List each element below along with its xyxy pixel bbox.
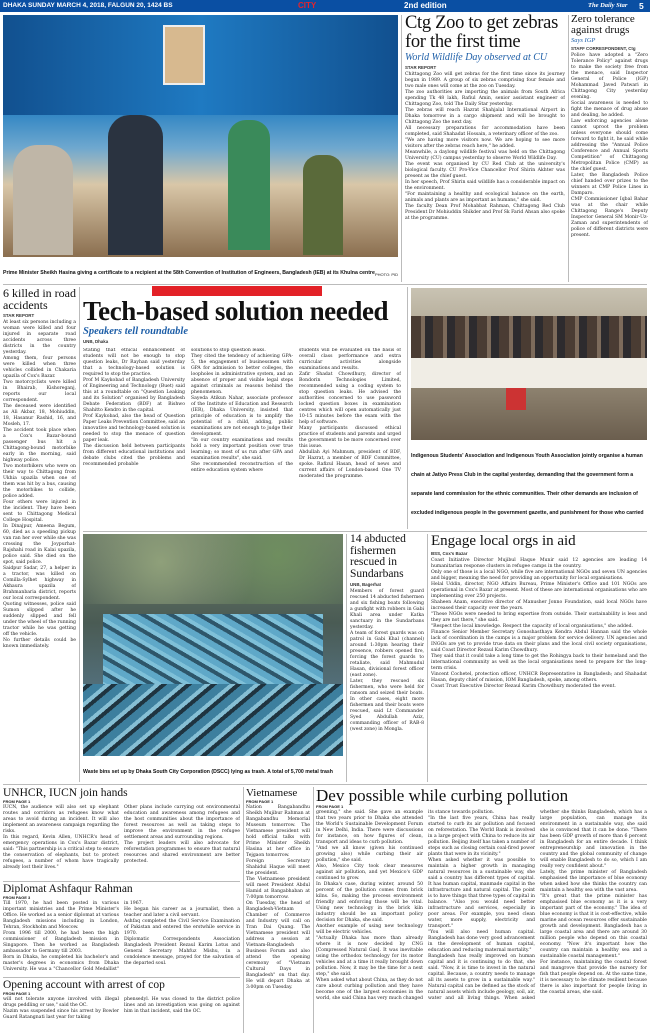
- opening-body-2: phensedyl. He was closed to the district police lines and an investigation was going on against him in that incident, said the OC.: [124, 997, 240, 1014]
- zebra-byline: STAR REPORT: [405, 65, 437, 70]
- diplomat-headline: Diplomat Ashfaqur Rahman: [3, 883, 133, 895]
- photo1-credit: PHOTO: PID: [374, 272, 398, 277]
- hasina-photo: [3, 15, 398, 257]
- zerotol-body: Police have adopted a "Zero Tolerance Policy" against drugs to make the society free from the menace, said Inspector General of Police (IGP) Mohammad Javed Patwari in Chittagong City yesterday evening. Social awareness is needed to fight the menace of drug abuse and dealing, he added. Law enforcing agencies alone cannot uproot the problem unless everyone should come forward to fight it, he said while addressing the "Annual Police Conference and Annual Sports Competition" of Chittagong Metropolitan Police (CMP) as the chief guest. Later, the Bangladesh Police chief handed over prizes to the winners at CMP Police Lines in Damparo. CMP Commissioner Iqbal Bahar was at the chair while Chittagong Range's Deputy Inspector General SM Monir-Uz-Zaman and superintendents of police of different districts were present.: [571, 53, 648, 238]
- waste-bins-photo: [83, 534, 343, 756]
- engage-headline: Engage local orgs in aid: [431, 534, 576, 549]
- diplomat-kicker: FROM PAGE 3: [3, 895, 31, 900]
- masthead-date: DHAKA SUNDAY MARCH 4, 2018, FALGUN 20, 1424 BS: [3, 2, 173, 9]
- page-number: 5: [639, 0, 644, 11]
- zerotol-headline: Zero tolerance against drugs: [571, 14, 635, 36]
- portrait-frame: [163, 25, 205, 85]
- zerotol-subhead: Says IGP: [571, 37, 596, 44]
- zebra-body: Chittagong Zoo will get zebras for the first time since its journey began in 1989. A group of six zebras comprising four female and two male ones will come at the zoo on Tuesday. The zoo authorities are importing the animals from South Africa spending Tk 48 lakh, Rafiul Amin, senior assistant engineer of Chittagong Zoo, told The Daily Star yesterday. The zebras will reach Hazrat Shahjalal International Airport in Dhaka tomorrow in a cargo shipment and will be brought to Chittagong Zoo the next day. All necessary preparations for accommodation have been completed, said Shahadat Hossain, a veterinary officer of the zoo. "We are having more visitors now. We are hoping to see more visitors after the zebras reach here," he added. Meanwhile, a daylong wildlife festival was held on the Chittagong University (CU) campus yesterday to observe World Wildlife Day. The event was organised by CU Red Club at the university's biological faculty. CU Pro-Vice Chancellor Prof Shirin Akhter was present as the chief guest. In her speech, Prof Shirin said wildlife has a considerable impact on the environment. "For maintaining a healthy and ecological balance on the earth, animals and plants are as important as humans," she said. The faculty Dean Prof Mohabbat Rahman, Chittagong Red Club President Dr Mohiuddin Shikder and Prof Sk Farid Ahsan also spoke at the programme.: [405, 72, 565, 221]
- trees: [83, 534, 343, 604]
- engage-byline: BSS, Cox's Bazar: [431, 551, 468, 556]
- killed-byline: STAR REPORT: [3, 313, 35, 318]
- vietnamese-kicker: FROM PAGE 1: [246, 799, 274, 804]
- zebra-headline: Ctg Zoo to get zebras for the first time: [405, 14, 558, 52]
- bins-pile-2: [83, 684, 343, 756]
- figure-recipient: [108, 115, 163, 255]
- zerotol-byline: STAFF CORRESPONDENT, Ctg: [571, 46, 636, 51]
- opening-headline: Opening account with arrest of cop: [3, 979, 165, 991]
- photo2-caption: Indigenous Students' Association and Indigenous Youth Association jointly organise a human chain at Jatiyo Press Club in the capital yesterday, demanding that the government form a separate land commission for the ethnic communities. Their other demands are inclusion of excluded indigenous people in the government gazette, and punishment for those who carried: [411, 453, 644, 516]
- fishermen-body: Members of forest guard rescued 14 abducted fishermen and six fishing boats following a gunfight with robbers in Gabi Khali area under Katka sanctuary in the Sundarbans yesterday. A team of forest guards was on patrol in Gabi Khal (channel) around 1:30pm hearing their presence, robbers opened fire, forcing the forest guards to retaliate, said Mahmudul Hasan, divisional forest officer (east zone). Later, they rescued six fishermen, who were held for ransom and seized their boats. In other cases, eight more fishermen and their boats were rescued, said Lt Commander Syed Abdullah Aziz, commanding officer of RAB-8 (west zone) in Mongla.: [350, 589, 424, 732]
- killed-headline: 6 killed in road accidents: [3, 287, 76, 312]
- photo3-caption: Waste bins set up by Dhaka South City Corporation (DSCC) lying as trash. A total of 5,700 metal trash: [83, 769, 333, 775]
- question-leak-banner: [152, 286, 322, 296]
- vietnamese-body: Nation Bangabandhu Sheikh Mujibur Rahman at Bangabandhu Memorial Museum tomorrow. The Vietnamese president will hold official talks with Prime Minister Sheikh Hasina at her office in Tejgaon tomorrow. Foreign Secretary Shahidul Haque will meet the president. The Vietnamese president will meet President Abdul Hamid at Bangabhaban at 7:00pm tomorrow. On Tuesday, the head of Bangladesh-Vietnam Chamber of Commerce and Industry will call on Tran Dai Quang. The Vietnamese president will address a session at Vietnam-Bangladesh Business Forum and also attend the opening ceremony of "Vietnam Cultural Days in Bangladesh" on that day. He will depart Dhaka at 3:00pm on Tuesday.: [246, 805, 310, 990]
- tech-story: [83, 298, 403, 528]
- section-name: CITY: [298, 1, 317, 10]
- unhcr-headline: UNHCR, IUCN join hands: [3, 787, 128, 799]
- fishermen-headline: 14 abducted fishermen rescued in Sundarbans: [350, 534, 406, 580]
- dev-kicker: FROM PAGE 1: [316, 804, 344, 809]
- vietnamese-story: [246, 787, 310, 1033]
- diplomat-body: Till 1970, he had been posted in various important ministries and the Prime Minister's Office. He worked as a senior diplomat at various Bangladesh missions including in London, Tehran, Stockholm and Moscow. From 1996 till 2000, he had been the high commissioner of Bangladesh mission in Singapore. Then he worked as Bangladesh ambassador to Germany till 2003. Born in Dhaka, he completed his bachelor's and master's degrees in economics from Dhaka University. He was a "Chancellor Gold Medallist" in 1967. He began his career as a journalist, then a teacher and later a civil servant. Ashfaq completed the Civil Service Examination of Pakistan and entered the erstwhile service in 1970. Diplomatic Correspondents Association Bangladesh President Rezaul Karim Lotus and General Secretary Mahfuz Mishu, in a condolence message, prayed for the salvation of the departed soul.: [3, 901, 240, 972]
- tech-col1: Stating that ethical enhancement of students will not be enough to stop question leaks, Dr Rayhan said yesterday that a technology-based solution is required to stop the practice. Prof M Kaykobad of Bangladesh University of Engineering and Technology (Buet) said this at a roundtable on "Question Leaking and its Solution" organised by Bangladesh Debate Federation (BDF) at Bishwo Shahitto Kendro in the capital. Prof Kaykobad, also the head of Question Paper Leaks Prevention Committee, said an innovative and technology-based solution is needed to stop the menace of question paper leak. The discussion held between participants from different educational institutions and debate clubs cited the problems and recommended probable: [83, 348, 185, 467]
- zebra-story: [405, 14, 565, 282]
- fishermen-byline: UNB, Bagerhat: [350, 582, 381, 587]
- edition: 2nd edition: [404, 1, 447, 10]
- zebra-subhead: World Wildlife Day observed at CU: [405, 52, 548, 63]
- zero-tolerance-story: [571, 14, 648, 282]
- diplomat-story: [3, 883, 240, 976]
- figure-guard: [303, 155, 343, 255]
- figure-guest: [13, 145, 73, 255]
- red-placard: [506, 388, 526, 410]
- paper-logo: The Daily Star: [588, 1, 628, 9]
- killed-body: At least six persons including a woman were killed and four injured in separate road accidents across three districts in the country yesterday. Among them, four persons were killed when three vehicles collided in Chakaria upazila of Cox's Bazar. Two motorcyclists were killed in Bhairab, Kishoreganj, reports our local correspondent. The deceased were identified as Ali Akbar, 18, Mohiuddin, 18, Hasanur Rashid, 16, and Mosleh, 17. The accident took place when a Cox's Bazar-bound passenger bus hit a Chittagong-bound motorbike early in the morning, said highway police. Two motorbikers who were on their way to Chittagong from Ukhia upazila when one of them was hit by a bus, causing the motorbikes to collide, police added. Four others were injured in the incident. They have been sent to Chittagong Medical College Hospital. In Dinajpur, Ameena Begum, 60, died as a speeding pickup van ran her over while she was crossing the Joypurhat-Rajshahi road in Kalai upazila, police said. She died on the spot, said police. Saidpur Sadar, 27, a helper in a tractor, was killed on Comilla-Sylhet highway in Akhaura upazila of Brahmanbaria district, reports our local correspondent. Quoting witnesses, police said Sumon slipped after he suddenly slipped and fell under the wheel of the running tractor while he was getting off the vehicle. No further details could be known immediately.: [3, 320, 76, 649]
- masthead: [0, 0, 650, 12]
- human-chain-photo: [411, 288, 647, 440]
- opening-story: [3, 979, 240, 1033]
- tech-subhead: Speakers tell roundtable: [83, 326, 189, 337]
- unhcr-kicker: FROM PAGE 1: [3, 799, 31, 804]
- figure-pm: [228, 120, 270, 250]
- engage-story: [431, 534, 647, 782]
- tech-col2: solutions to stop question leaks. They cited the tendency of achieving GPA-5, the engagement of businessmen with GPA for admission to better colleges, the loopholes in administrative system, and an absence of proper and visible legal steps against criminals as reasons behind the phenomenon. Sayeda Atikun Nahar, associate professor of the Institute of Education and Research (IER), Dhaka University, insisted that principle of education is to amplify the potential of a child, adding, public examinations are not enough to judge their development. "In our country examinations and results hold a very important position over true learning; so most of us run after GPA and examination results", she said. She recommended reconstruction of the entire education system where: [191, 348, 293, 473]
- tech-col3: students will be evaluated on the basis of overall class performance and extra curricular activities alongside examinations and results. Zafir Shadat Chowdhury, director of Bondorin Technologies Limited, recommended using a coding system to stop question leaks. He advised the authorities concerned to use password locked question boxes in examination centres which will open automatically just 10-15 minutes before the exam with the help of software. Many participants discussed ethical practice of students and parents and urged the government to be more concerned over this issue. Abdullah Ayi Mahmum, president of BDF, Dr Hazrat, a member of BDF Committee, spoke. Rafizul Hasan, head of news and current affairs of London-based One TV moderated the programme.: [299, 348, 401, 479]
- crowd: [411, 316, 647, 358]
- tech-byline: UNB, Dhaka: [83, 339, 109, 344]
- dev-headline: Dev possible while curbing pollution: [316, 787, 569, 805]
- tech-headline: Tech-based solution needed: [83, 298, 389, 326]
- engage-body: Coast Initiative Director Mujibul Haque Munir said 12 agencies are leading 14 humanitarian response clusters in refugee camps in the country. Only one of those is a local NGO, while five are international NGOs and seven UN agencies and bigger, meaning the need for providing an opportunity for local organisations. Helal Uddin, director, NGO Affairs Bureau, Prime Minister's Office and 101 NGOs are operational in Cox's Bazar at present. Most of these are international organisations who are implementing over 250 projects. Shaheen Anam, executive director of Manusher Jonno Foundation, said local NGOs have increased their capacity over the years. "These NGOs were needed to bring expertise from outside. Their sustainability is less and they are not there," she said. "Respect the local knowledge. Respect the capacity of local organisations," she added. Finance Senior Member Secretary Gonoshasthaya Kendra Abdul Hannan said the whole lack of coordination in the camps is a major problem for service delivery. UN agencies and INGOs are yet to provide true data on their plans and the local civil society organisations, said Coast Director Rezaul Karim Chowdhury. They said that it could take a long time to get the Rohingya back to their homeland and the international community as well as the local organisations need to prepare for the long-term crisis. Vincent Cochetel, protection officer, UNHCR Representative in Bangladesh; and Shahadat Hasan, deputy chief of mission, IOM Bangladesh, spoke, among others. Coast Trust Executive Director Rezaul Karim Chowdhury moderated the event.: [431, 558, 647, 689]
- unhcr-body: IUCN, the audience will also set up elephant routes and corridors as refugees know what areas to avoid during an incident. It will also implement an awareness campaign regarding the risks. In this regard, Kevin Allen, UNHCR's head of emergency operations in Cox's Bazar district, said: "This partnership is a critical step to ensure the conservation of elephants, but to protect refugees, a number of whom have tragically already lost their lives." Other plans include carrying out environmental education and awareness among refugees and the host communities about the importance of forest resources as well as taking steps to improve the environment in the refugee settlement areas and surrounding regions. The project leaders will also advocate for reforestation programmes to ensure that natural resources and shared environment are better protected.: [3, 805, 240, 870]
- opening-body: will not tolerate anyone involved with illegal drugs peddling or use," said the OC. Nazim was suspended since his arrest by Bowler Guard Ratangnati last year for taking: [3, 997, 119, 1020]
- dev-body: greening," she said. She gave an example that two years prior to Dhaka she attended the World's Sustainable Development Forum in New Delhi, India. There were discussions for instance, on how figures of clean, transport and ideas to curb pollution. "And we all know (given his continued growing also) while curbing their air pollution," she said. Also, Mexico City took clear measures against air pollution, and yet Mexico's GDP continued to grow. In Dhaka's case, during winter, around 50 percent of the pollution comes from brick kilns. So, making the process environment friendly and enforcing those will be vital. Using new technology in the brick kiln industry should be an important policy decision for Dhaka, she said. Another example of using new technology will be electric vehicles. "Actually Dhaka has more than already where it is now decided by CNG [Compressed Natural Gas]. It was inevitable using the orthodox technology for its motor vehicles and at a time it really brought down pollution. Now, it may be the time for a next step," she said. When asked what about China, as they do not care about curbing pollution and they have become one of the largest economies in the world, she said China has very much changed its stance towards pollution. "In the last five years, China has really started to curb its air pollution and focused on reforestation. The World Bank is involved in a large project with China to reduce its air pollution. Beijing itself has taken a number of steps such as closing certain coal-fired power plants that were in its vicinity." When asked whether it was possible to maintain a higher growth in managing natural resources in a sustainable way, she said a country has different types of capital. It has human capital, manmade capital in the infrastructure and natural capital. The point is to have things that three types of capital in balance. "Also you would need better infrastructure and services, especially in poor areas. For example, you need clean water, more supply, electricity and transport." "You will also need human capital. Bangladesh has done very good advancement in the development of human capital, education and reducing maternal mortality." Bangladesh has really improved on human capital and it is continuing to do that, she said. "Now, it is time to invest in the natural capital. Because, a country needs to manage all its assets to grow in a sustainable way." Natural capital can be defined as the stock of natural assets which include geology, soil, air, water and all living things. When asked whether she thinks Bangladesh, which has a large population, can manage its environment in a sustainable way, she said she is convinced that it can be done. "There has been GDP growth of more than 6 percent in Bangladesh for an entire decade. I think entrepreneurship and innovation in the country and the global community of change will enable Bangladesh to do so, which I am really very confident about." Lately, the prime minister of Bangladesh emphasised the importance of blue economy when asked how she thinks the country can maintain a healthy sea with the vast area. "It's great that the prime minister has emphasised blue economy as it is a very important part of the economy." The idea of blue economy is that it is cost-effective, while marine and ocean resources offer sustainable growth and development. Bangladesh has a large coastal area and there are around 30 million people who depend on this coastal economy. "Now it's important how the country can maintain a healthy sea and a sustainable coastal management." For instance, maintaining the coastal forest and mangrove that provide the nursery for fish that people depend on. At the same time, it is necessary to be climate resilient because there is also important for people living in the coastal areas, she said.: [316, 810, 647, 1001]
- unhcr-story: [3, 787, 240, 879]
- protest-banner: [411, 358, 647, 388]
- opening-kicker: FROM PAGE 1: [3, 991, 31, 996]
- photo1-caption: Prime Minister Sheikh Hasina giving a certificate to a recipient at the 58th Convention of Institution of Engineers, Bangladesh (IEB) at its Khulna centre PHOTO: PID: [3, 270, 398, 277]
- dev-pollution-story: [316, 787, 647, 1033]
- vietnamese-headline: Vietnamese: [246, 787, 298, 799]
- road-accident-story: [3, 287, 76, 782]
- fishermen-story: [350, 534, 424, 782]
